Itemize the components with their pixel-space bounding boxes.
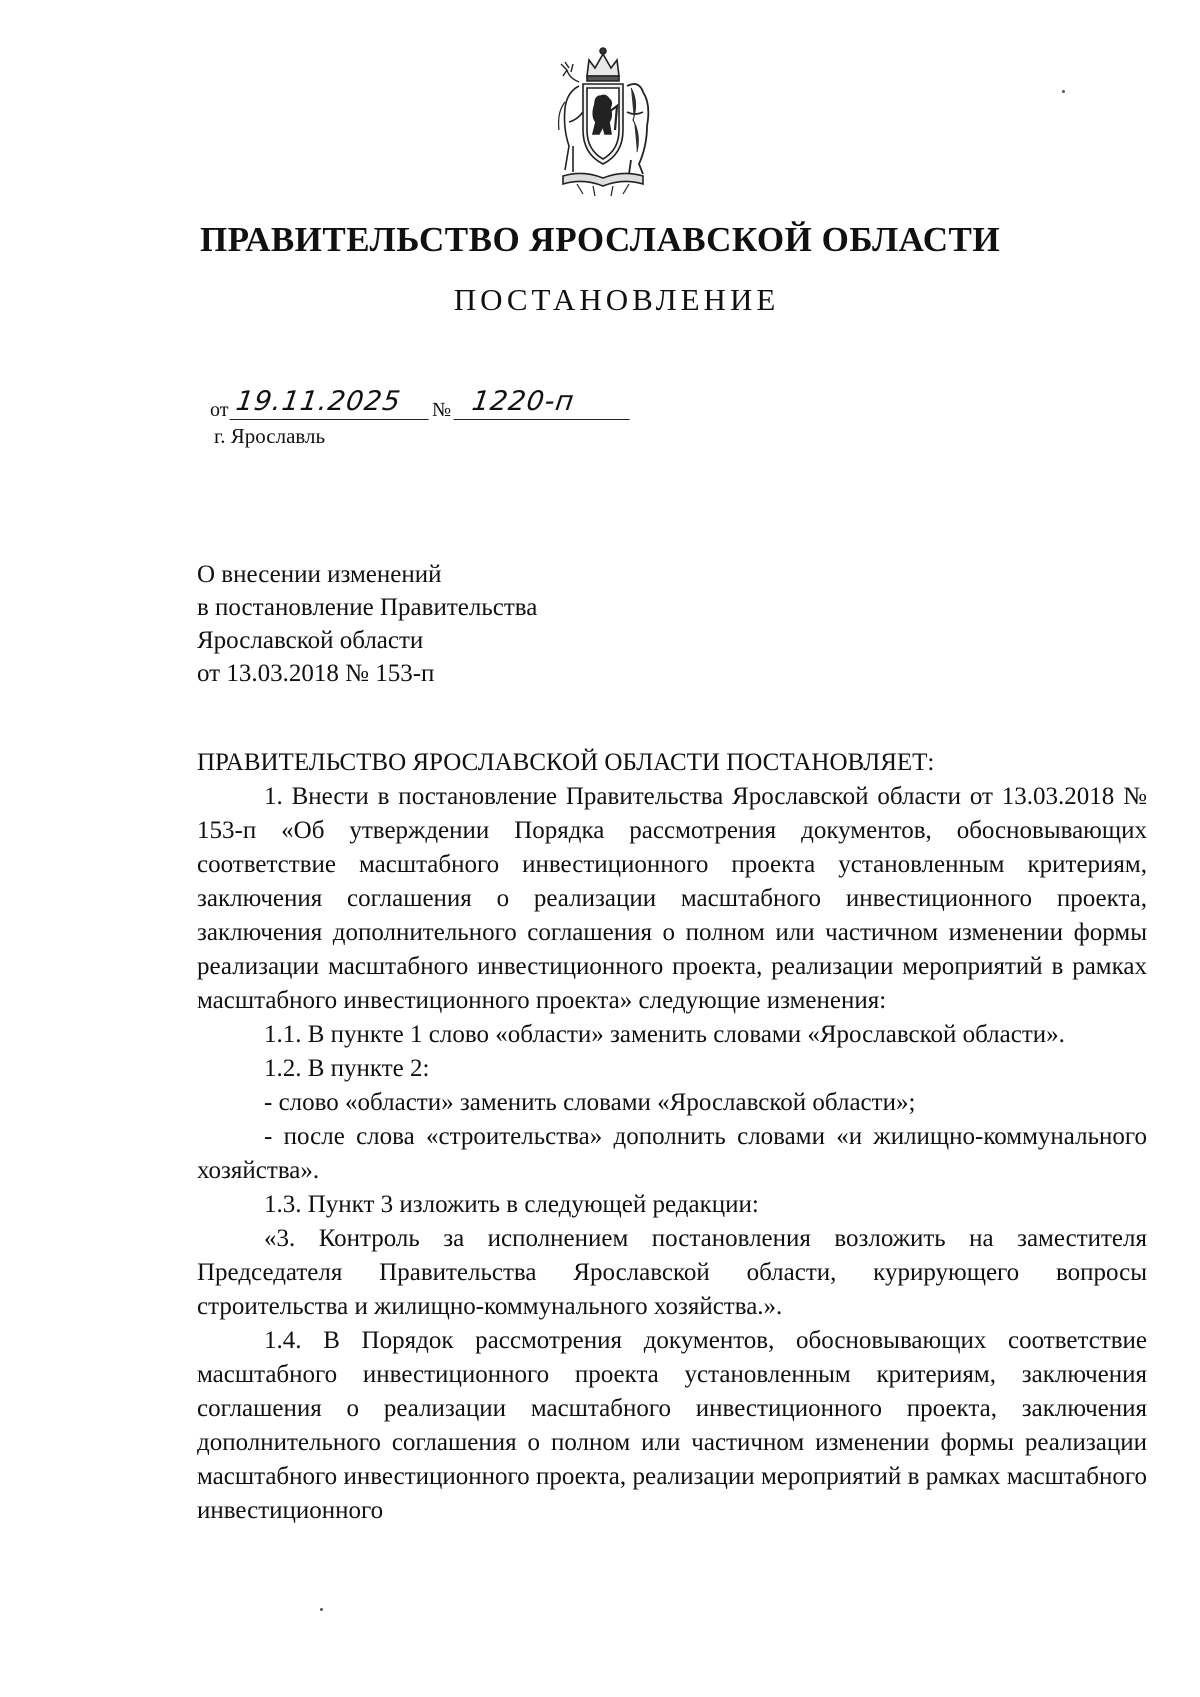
paragraph-1-3-quote: «3. Контроль за исполнением постановления возложить на заместителя Председателя Правительства Ярославской области, курирующего вопросы строительства и жилищно-коммунального хозяйства.». [197,1225,1147,1320]
paragraph-1-2-b: - после слова «строительства» дополнить словами «и жилищно-коммунального хозяйства». [197,1123,1147,1184]
number-prefix: № [432,399,452,421]
scan-speck [1062,90,1065,93]
paragraph-1-2-a: - слово «области» заменить словами «Ярославской области»; [264,1089,916,1116]
document-type: ПОСТАНОВЛЕНИЕ [453,282,780,317]
paragraph-1: 1. Внести в постановление Правительства Ярославской области от 13.03.2018 № 153-п «Об утверждении Порядка рассмотрения документов, обосновывающих соответствие масштабного инвестиционного проекта установленным критериям, заключения соглашения о реализации масштабного инвестиционного проекта, заключения дополнительного соглашения о полном или частичном изменении формы реализации масштабного инвестиционного проекта, реализации мероприятий в рамках масштабного инвестиционного проекта» следующие изменения: [197,783,1147,1014]
subject-line: Ярославской области [197,627,424,654]
government-title: ПРАВИТЕЛЬСТВО ЯРОСЛАВСКОЙ ОБЛАСТИ [199,220,1001,259]
document-number: 1220-п [454,385,635,420]
subject-line: в постановление Правительства [197,594,538,621]
date-prefix: от [210,399,229,421]
paragraph-1-1: 1.1. В пункте 1 слово «области» заменить словами «Ярославской области». [264,1021,1065,1048]
subject-line: от 13.03.2018 № 153-п [197,660,435,687]
city: г. Ярославль [214,424,326,448]
paragraph-1-2: 1.2. В пункте 2: [264,1055,430,1082]
document-body [197,746,1147,1528]
resolution-opener: ПРАВИТЕЛЬСТВО ЯРОСЛАВСКОЙ ОБЛАСТИ ПОСТАНОВЛЯЕТ: [197,749,935,776]
coat-of-arms-icon [543,42,663,200]
document-subject [197,558,677,690]
document-date: 19.11.2025 [230,385,434,420]
paragraph-1-3: 1.3. Пункт 3 изложить в следующей редакции: [264,1191,759,1218]
paragraph-1-4: 1.4. В Порядок рассмотрения документов, обосновывающих соответствие масштабного инвестиционного проекта установленным критериям, заключения соглашения о реализации масштабного инвестиционного проекта, заключения дополнительного соглашения о полном или частичном изменении формы реализации масштабного инвестиционного проекта, реализации мероприятий в рамках масштабного инвестиционного [197,1327,1147,1524]
scan-speck [320,1608,323,1611]
subject-line: О внесении изменений [197,561,442,588]
